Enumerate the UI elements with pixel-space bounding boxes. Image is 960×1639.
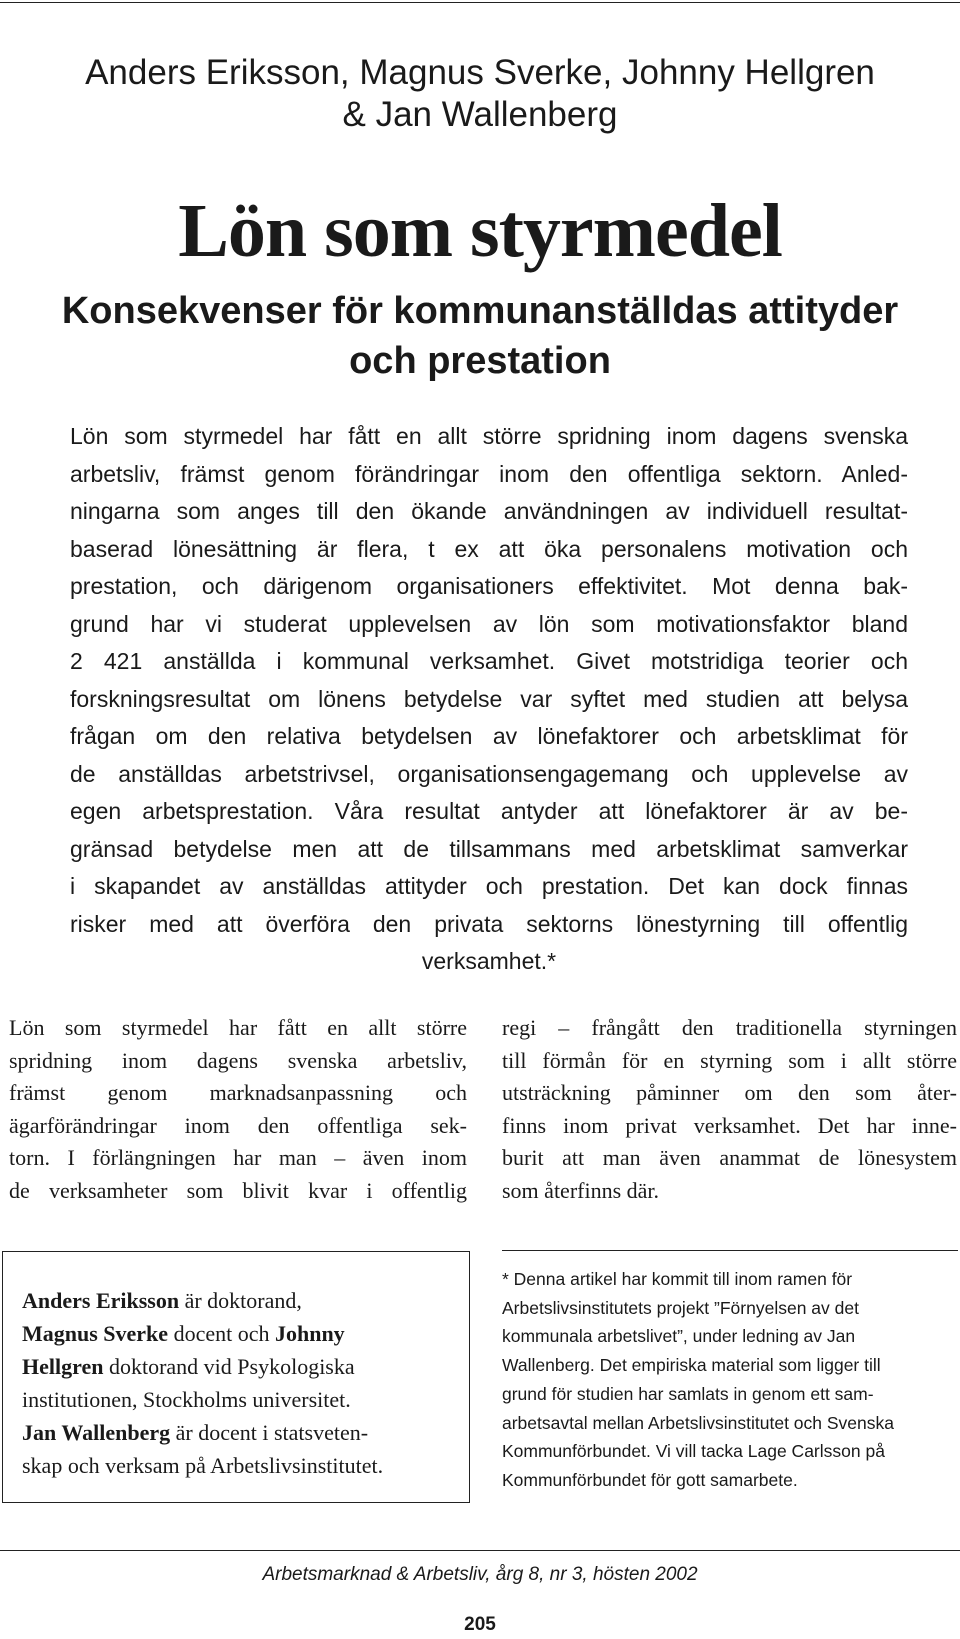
abstract-line: gränsad betydelse men att de tillsammans med arbetsklimat samverkar [70,835,908,862]
bio-line: institutionen, Stockholms universitet. [22,1387,351,1412]
bio-line [22,1317,452,1350]
abstract-line: grund har vi studerat upplevelsen av lön som motivationsfaktor bland [70,610,908,637]
body-line: regi – frångått den traditionella styrningen [502,1015,957,1040]
footnote-line: kommunala arbetslivet”, under ledning av Jan [502,1326,856,1347]
footnote-line: Wallenberg. Det empiriska material som ligger till [502,1355,881,1376]
bio-author-name: Hellgren [22,1354,104,1379]
article-authors [0,52,960,136]
footer-rule [0,1550,960,1551]
body-line: utsträckning påminner om den som åter- [502,1080,957,1105]
body-line: de verksamheter som blivit kvar i offentlig [9,1177,467,1203]
author-bio [22,1284,452,1482]
footnote-rule [502,1250,958,1251]
body-line: främst genom marknadsanpassning och [9,1080,467,1105]
subtitle-line-1: Konsekvenser för kommunanställdas attityder [61,290,899,332]
abstract-line: arbetsliv, främst genom förändringar inom den offentliga sektorn. Anled- [70,460,908,487]
footnote-line: Kommunförbundet. Vi vill tacka Lage Carlsson på [502,1441,885,1462]
bio-line [22,1284,452,1317]
bio-text: docent och [168,1321,275,1346]
abstract-line: 2 421 anställda i kommunal verksamhet. Givet motstridiga teorier och [70,648,908,674]
bio-author-name: Johnny [274,1321,345,1346]
abstract-line: baserad lönesättning är flera, t ex att öka personalens motivation och [70,535,908,562]
top-rule [0,2,960,3]
authors-line-1: Anders Eriksson, Magnus Sverke, Johnny Hellgren [85,53,875,92]
bio-author-name: Anders Eriksson [22,1288,180,1313]
article-subtitle [0,286,960,386]
body-line: burit att man även anammat de lönesystem [502,1145,957,1170]
footnote-line: grund för studien har samlats in genom ett sam- [502,1383,874,1404]
abstract-line: de anställdas arbetstrivsel, organisationsengagemang och upplevelse av [70,760,908,787]
abstract-line: egen arbetsprestation. Våra resultat antyder att lönefaktorer är av be- [70,798,908,824]
body-line: till förmån för en styrning som i allt större [502,1047,957,1073]
bio-author-name: Magnus Sverke [22,1321,169,1346]
bio-text: doktorand vid Psykologiska [103,1354,355,1379]
body-line: Lön som styrmedel har fått en allt större [9,1015,467,1040]
bio-author-name: Jan Wallenberg [22,1420,171,1445]
bio-line [22,1416,452,1449]
body-column-left [9,1012,467,1207]
abstract-line: risker med att överföra den privata sektorns lönestyrning till offentlig [70,910,908,937]
subtitle-line-2: och prestation [349,340,611,382]
bio-line: skap och verksam på Arbetslivsinstitutet. [22,1453,384,1478]
body-line: finns inom privat verksamhet. Det har inne- [502,1112,957,1138]
footnote-line: arbetsavtal mellan Arbetslivsinstitutet och Svenska [502,1412,894,1433]
journal-citation: Arbetsmarknad & Arbetsliv, årg 8, nr 3, hösten 2002 [262,1564,698,1585]
article-title: Lön som styrmedel [178,189,782,273]
abstract [70,418,908,981]
abstract-line: frågan om den relativa betydelsen av lönefaktorer och arbetsklimat för [70,723,908,749]
body-line: ägarförändringar inom den offentliga sek- [9,1112,467,1138]
abstract-line: forskningsresultat om lönens betydelse var syftet med studien att belysa [70,685,908,712]
authors-line-2: & Jan Wallenberg [342,95,618,134]
body-line: spridning inom dagens svenska arbetsliv, [9,1047,467,1073]
body-column-right [502,1012,957,1207]
footnote-line: Kommunförbundet för gott samarbete. [502,1469,798,1490]
abstract-line: i skapandet av anställdas attityder och prestation. Det kan dock finnas [70,873,908,899]
footnote [502,1265,957,1495]
bio-line [22,1350,452,1383]
body-line: som återfinns där. [502,1177,660,1203]
abstract-line: verksamhet.* [421,948,557,974]
footnote-line: Arbetslivsinstitutets projekt ”Förnyelsen av det [502,1297,859,1318]
abstract-line: ningarna som anges till den ökande användningen av individuell resultat- [70,498,908,524]
bio-text: är doktorand, [179,1288,302,1313]
bio-text: är docent i statsveten- [170,1420,369,1445]
body-line: torn. I förlängningen har man – även inom [9,1145,467,1170]
page-number: 205 [464,1614,496,1635]
footnote-line: * Denna artikel har kommit till inom ramen för [502,1269,853,1289]
abstract-line: prestation, och därigenom organisationers effektivitet. Mot denna bak- [70,573,908,599]
abstract-line: Lön som styrmedel har fått en allt större spridning inom dagens svenska [70,423,908,449]
